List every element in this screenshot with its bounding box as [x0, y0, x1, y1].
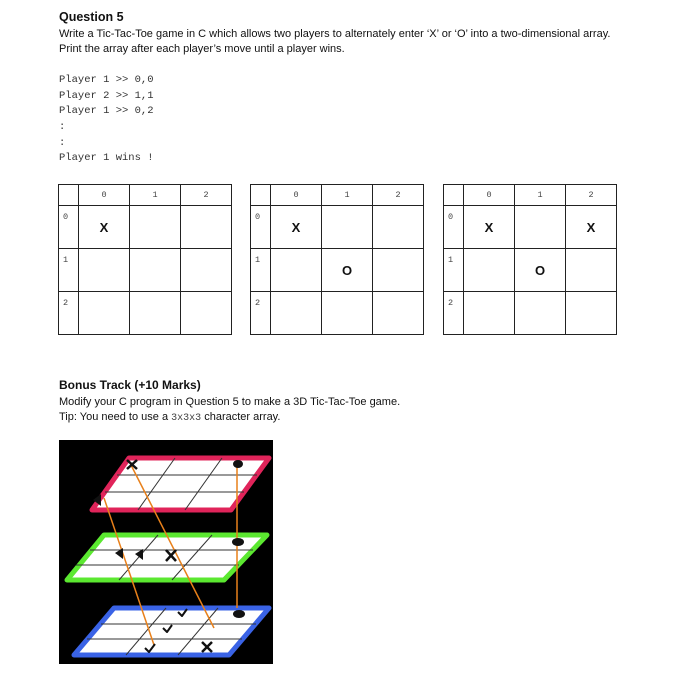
output-line-1: Player 1 >> 0,0 [59, 74, 154, 86]
tip-prefix: Tip: You need to use a [59, 411, 172, 423]
board-cell [130, 206, 181, 249]
bonus-tip [59, 410, 619, 426]
col-header: 1 [322, 185, 373, 206]
col-header: 1 [515, 185, 566, 206]
board-cell: X [271, 206, 322, 249]
o-mark-icon [233, 610, 245, 618]
board-cell: X [79, 206, 130, 249]
board-cell [515, 206, 566, 249]
board-cell: X [566, 206, 617, 249]
board-cell: O [322, 249, 373, 292]
board-cell [130, 292, 181, 335]
output-ellipsis-1: : [59, 121, 66, 133]
board-1 [58, 184, 232, 335]
col-header: 2 [566, 185, 617, 206]
board-cell [464, 249, 515, 292]
row-header: 0 [444, 206, 464, 249]
bonus-text [59, 395, 619, 426]
bonus-line-1: Modify your C program in Question 5 to make a 3D Tic-Tac-Toe game. [59, 396, 401, 408]
board-cell [373, 292, 424, 335]
board-3 [443, 184, 617, 335]
row-header: 2 [444, 292, 464, 335]
row-header: 1 [59, 249, 79, 292]
tic-tac-toe-3d-illustration [59, 440, 273, 664]
question-title: Question 5 [59, 10, 124, 24]
board-cell [322, 292, 373, 335]
board-cell [181, 249, 232, 292]
illustration-svg [59, 440, 273, 664]
board-cell [322, 206, 373, 249]
output-ellipsis-2: : [59, 137, 66, 149]
col-header: 0 [79, 185, 130, 206]
o-mark-icon [233, 460, 243, 468]
output-line-3: Player 1 >> 0,2 [59, 105, 154, 117]
board-cell [130, 249, 181, 292]
row-header: 2 [251, 292, 271, 335]
board-2 [250, 184, 424, 335]
board-cell [515, 292, 566, 335]
board-cell [566, 292, 617, 335]
question-text: Write a Tic-Tac-Toe game in C which allows two players to alternately enter ‘X’ or ‘O’ into a two-dimensional array. Print the array after each player’s move until a player wins. [59, 28, 611, 55]
row-header: 1 [444, 249, 464, 292]
col-header: 2 [181, 185, 232, 206]
col-header: 0 [464, 185, 515, 206]
tip-suffix: character array. [201, 411, 281, 423]
col-header: 1 [130, 185, 181, 206]
board-cell [79, 249, 130, 292]
corner-cell [444, 185, 464, 206]
board-cell [181, 292, 232, 335]
row-header: 0 [59, 206, 79, 249]
corner-cell [59, 185, 79, 206]
board-cell [271, 292, 322, 335]
board-cell [181, 206, 232, 249]
output-line-win: Player 1 wins ! [59, 152, 154, 164]
corner-cell [251, 185, 271, 206]
board-cell [271, 249, 322, 292]
board-cell [79, 292, 130, 335]
board-cell: X [464, 206, 515, 249]
board-cell: O [515, 249, 566, 292]
output-line-2: Player 2 >> 1,1 [59, 90, 154, 102]
board-cell [464, 292, 515, 335]
board-cell [373, 249, 424, 292]
bonus-title: Bonus Track (+10 Marks) [59, 378, 201, 392]
col-header: 2 [373, 185, 424, 206]
row-header: 1 [251, 249, 271, 292]
board-cell [373, 206, 424, 249]
col-header: 0 [271, 185, 322, 206]
tip-code: 3x3x3 [171, 413, 202, 424]
row-header: 2 [59, 292, 79, 335]
row-header: 0 [251, 206, 271, 249]
o-mark-icon [232, 538, 244, 546]
board-cell [566, 249, 617, 292]
